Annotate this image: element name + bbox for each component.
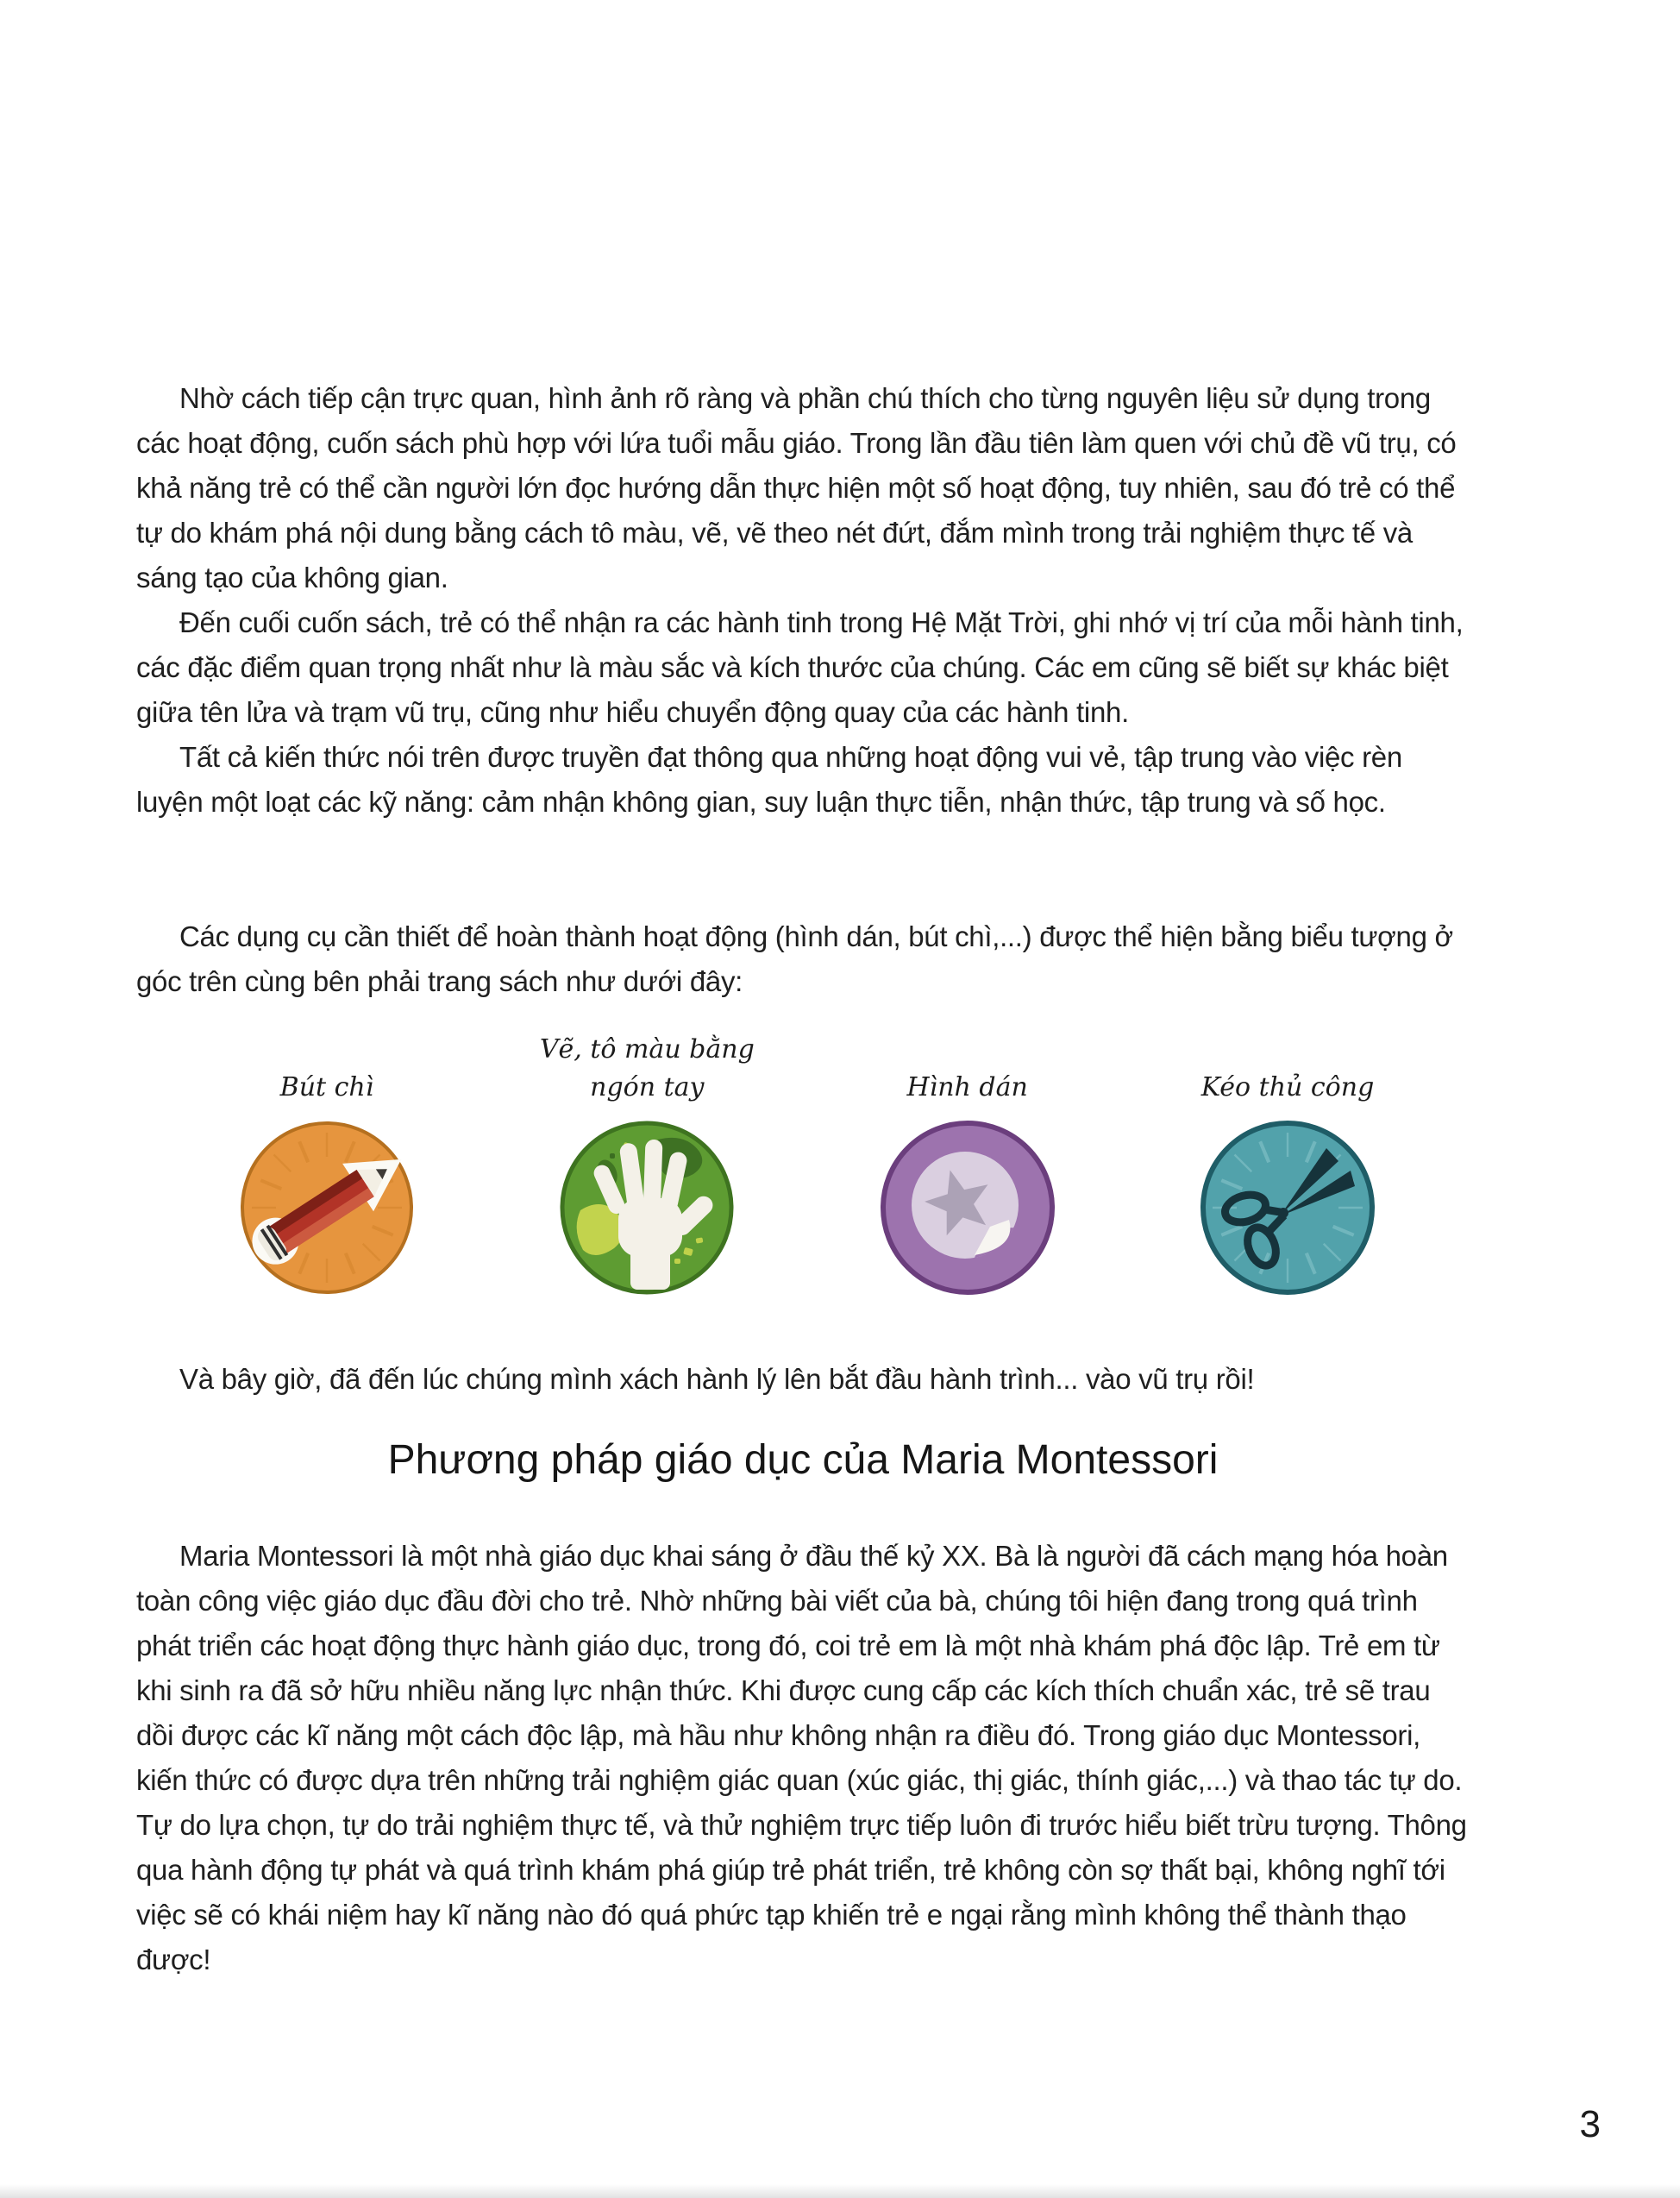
page-content [136,376,1470,1982]
tool-item-finger-paint [505,1025,789,1297]
sticker-label: Hình dán [906,1072,1028,1102]
finger-paint-icon [558,1119,736,1297]
section-heading: Phương pháp giáo dục của Maria Montessori [387,1437,1219,1483]
tool-icons-row [136,1025,1470,1297]
tool-item-pencil [185,1025,469,1297]
closing-line: Và bây giờ, đã đến lúc chúng mình xách hành lý lên bắt đầu hành trình... vào vũ trụ rồi! [179,1363,1255,1395]
paragraph-tools-intro: Các dụng cụ cần thiết để hoàn thành hoạt động (hình dán, bút chì,...) được thể hiện bằng biểu tượng ở góc trên cùng bên phải trang sách như dưới đây: [136,920,1453,997]
page-number: 3 [1579,2103,1601,2145]
paragraph-end-of-book: Đến cuối cuốn sách, trẻ có thể nhận ra các hành tinh trong Hệ Mặt Trời, ghi nhớ vị trí của mỗi hành tinh, các đặc điểm quan trọng nhất như là màu sắc và kích thước của chúng. Các em cũng sẽ biết sự khác biệt giữa tên lửa và trạm vũ trụ, cũng như hiểu chuyển động quay của các hành tinh. [136,606,1464,728]
scan-edge-shadow [0,2184,1680,2198]
tool-item-sticker [825,1025,1110,1297]
pencil-label: Bút chì [279,1072,374,1102]
sticker-icon [879,1119,1056,1297]
paragraph-montessori: Maria Montessori là một nhà giáo dục khai sáng ở đầu thế kỷ XX. Bà là người đã cách mạng hóa hoàn toàn công việc giáo dục đầu đời cho trẻ. Nhờ những bài viết của bà, chúng tôi hiện đang trong quá trình phát triển các hoạt động thực hành giáo dục, trong đó, coi trẻ em là một nhà khám phá độc lập. Trẻ em từ khi sinh ra đã sở hữu nhiều năng lực nhận thức. Khi được cung cấp các kích thích chuẩn xác, trẻ sẽ trau dồi được các kĩ năng một cách độc lập, mà hầu như không nhận ra điều đó. Trong giáo dục Montessori, kiến thức có được dựa trên những trải nghiệm giác quan (xúc giác, thị giác, thính giác,...) và thao tác tự do. Tự do lựa chọn, tự do trải nghiệm thực tế, và thử nghiệm trực tiếp luôn đi trước hiểu biết trừu tượng. Thông qua hành động tự phát và quá trình khám phá giúp trẻ phát triển, trẻ không còn sợ thất bại, không nghĩ tới việc sẽ có khái niệm hay kĩ năng nào đó quá phức tạp khiến trẻ e ngại rằng mình không thể thành thạo được! [136,1540,1467,1975]
paragraph-approach: Nhờ cách tiếp cận trực quan, hình ảnh rõ ràng và phần chú thích cho từng nguyên liệu sử dụng trong các hoạt động, cuốn sách phù hợp với lứa tuổi mẫu giáo. Trong lần đầu tiên làm quen với chủ đề vũ trụ, có khả năng trẻ có thể cần người lớn đọc hướng dẫn thực hiện một số hoạt động, tuy nhiên, sau đó trẻ có thể tự do khám phá nội dung bằng cách tô màu, vẽ, vẽ theo nét đứt, đắm mình trong trải nghiệm thực tế và sáng tạo của không gian. [136,382,1457,593]
paragraph-skills: Tất cả kiến thức nói trên được truyền đạt thông qua những hoạt động vui vẻ, tập trung vào việc rèn luyện một loạt các kỹ năng: cảm nhận không gian, suy luận thực tiễn, nhận thức, tập trung và số học. [136,741,1402,818]
pencil-icon [238,1119,416,1297]
scissors-icon [1199,1119,1376,1297]
scissors-label: Kéo thủ công [1200,1072,1375,1102]
tool-item-scissors [1145,1025,1430,1297]
finger-paint-label: Vẽ, tô màu bằng ngón tay [539,1034,755,1102]
